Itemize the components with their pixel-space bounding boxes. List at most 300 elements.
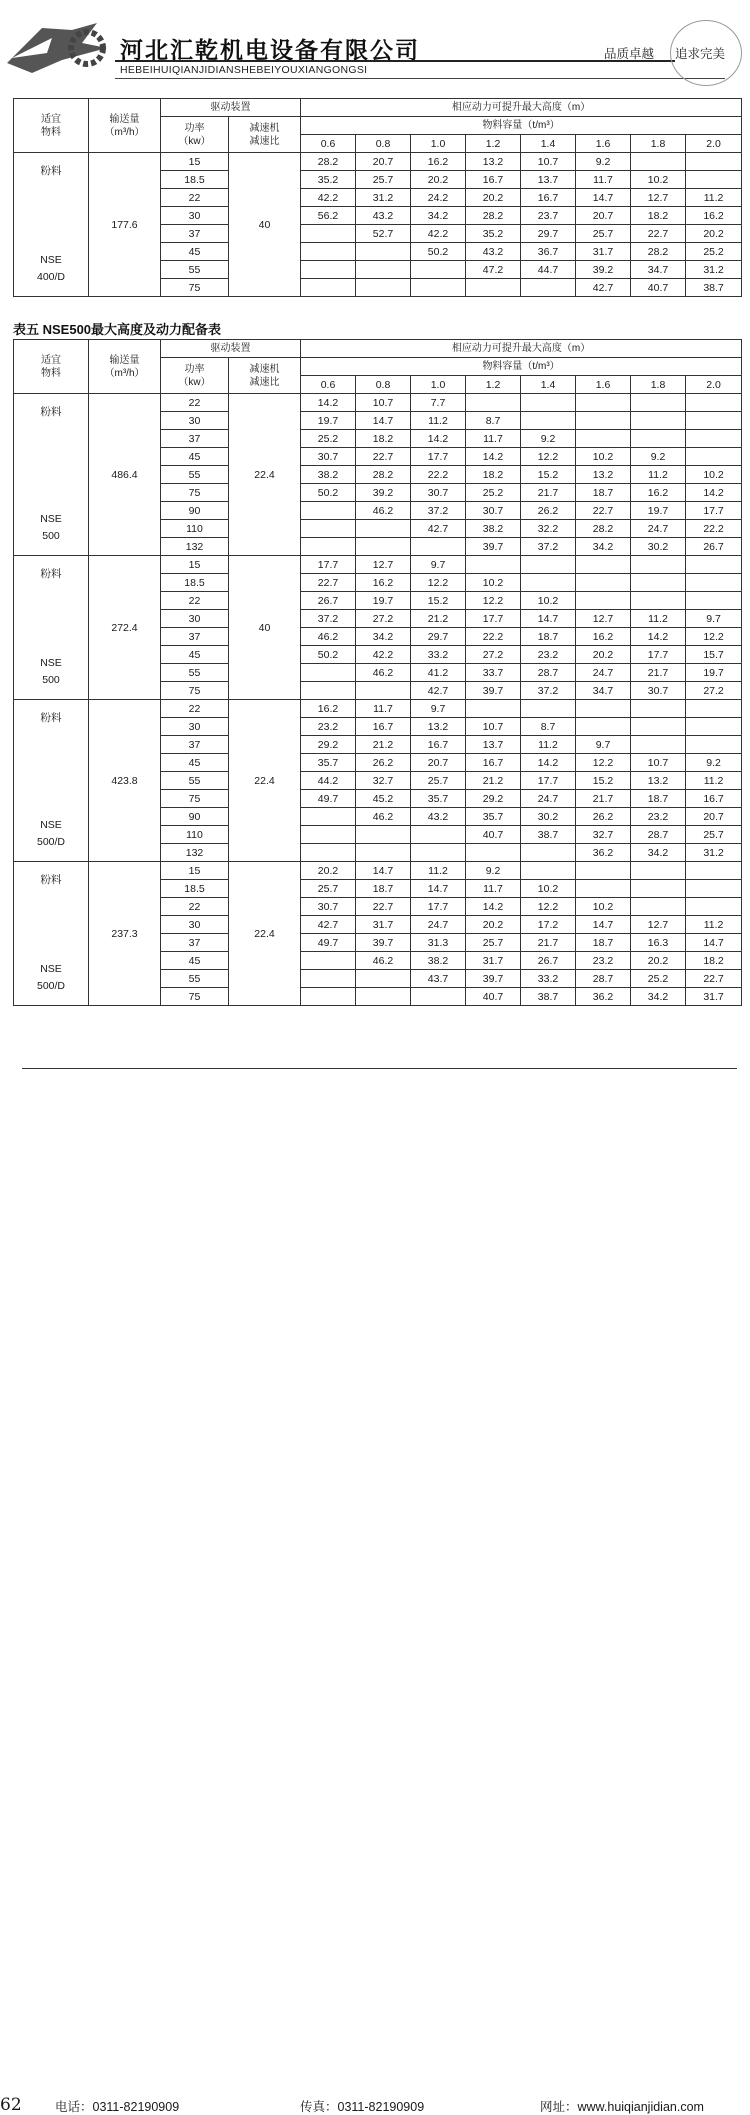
height-cell: 18.7 <box>576 484 631 502</box>
height-cell: 20.7 <box>411 754 466 772</box>
model-name <box>37 252 65 286</box>
height-cell <box>301 502 356 520</box>
height-cell <box>356 826 411 844</box>
height-cell: 22.7 <box>686 970 742 988</box>
height-cell: 11.2 <box>411 412 466 430</box>
power-cell: 110 <box>161 520 229 538</box>
gear-logo-icon <box>2 18 112 78</box>
height-cell: 12.2 <box>411 574 466 592</box>
height-cell <box>686 574 742 592</box>
table-row <box>14 700 742 718</box>
height-cell: 28.2 <box>466 207 521 225</box>
height-cell: 13.7 <box>466 736 521 754</box>
height-cell <box>301 970 356 988</box>
height-cell: 46.2 <box>356 808 411 826</box>
height-cell <box>411 261 466 279</box>
height-cell: 12.7 <box>576 610 631 628</box>
height-header: 相应动力可提升最大高度（m） <box>301 99 742 117</box>
power-cell: 45 <box>161 754 229 772</box>
height-cell: 25.2 <box>466 484 521 502</box>
table5-caption: 表五 NSE500最大高度及动力配备表 <box>13 322 222 337</box>
height-cell: 9.2 <box>631 448 686 466</box>
power-cell: 90 <box>161 502 229 520</box>
density-value: 1.4 <box>521 376 576 394</box>
height-cell: 40.7 <box>466 988 521 1006</box>
slogan-left: 品质卓越 <box>604 47 655 61</box>
material-header-line: 适宜 <box>41 113 61 125</box>
table-row <box>14 556 742 574</box>
height-cell: 15.2 <box>411 592 466 610</box>
density-value: 1.6 <box>576 376 631 394</box>
height-cell <box>301 225 356 243</box>
density-value: 0.8 <box>356 376 411 394</box>
height-cell <box>356 243 411 261</box>
model-name <box>40 655 62 689</box>
material-header-line: 物料 <box>41 367 61 379</box>
height-cell: 16.2 <box>686 207 742 225</box>
height-cell: 19.7 <box>686 664 742 682</box>
height-cell <box>631 556 686 574</box>
height-cell: 46.2 <box>301 628 356 646</box>
height-cell: 14.7 <box>686 934 742 952</box>
power-cell: 37 <box>161 225 229 243</box>
power-cell: 132 <box>161 844 229 862</box>
power-cell: 37 <box>161 430 229 448</box>
height-cell <box>631 862 686 880</box>
height-cell <box>356 520 411 538</box>
height-cell <box>521 394 576 412</box>
height-cell: 32.2 <box>521 520 576 538</box>
height-cell: 16.7 <box>411 736 466 754</box>
height-cell: 33.2 <box>521 970 576 988</box>
height-cell <box>631 718 686 736</box>
height-cell: 10.2 <box>686 466 742 484</box>
power-cell: 15 <box>161 862 229 880</box>
height-cell: 14.2 <box>466 448 521 466</box>
height-cell: 13.2 <box>411 718 466 736</box>
height-cell: 10.2 <box>521 880 576 898</box>
page-number: 62 <box>0 2095 22 2115</box>
height-cell: 50.2 <box>301 484 356 502</box>
height-cell: 32.7 <box>576 826 631 844</box>
power-cell: 37 <box>161 934 229 952</box>
power-cell: 22 <box>161 394 229 412</box>
height-cell: 26.2 <box>356 754 411 772</box>
height-cell: 31.7 <box>356 916 411 934</box>
height-cell: 25.7 <box>466 934 521 952</box>
height-cell <box>686 448 742 466</box>
height-cell: 17.7 <box>686 502 742 520</box>
height-cell: 11.2 <box>631 466 686 484</box>
reducer-header-line: 减速比 <box>249 135 280 147</box>
model-line: 500 <box>42 673 60 686</box>
page-header <box>0 0 750 95</box>
height-cell: 26.7 <box>686 538 742 556</box>
power-cell: 75 <box>161 790 229 808</box>
ratio-cell: 22.4 <box>229 700 301 862</box>
height-cell: 38.7 <box>521 988 576 1006</box>
height-cell <box>631 700 686 718</box>
height-cell: 15.2 <box>576 772 631 790</box>
throughput-cell: 423.8 <box>89 700 161 862</box>
height-cell <box>521 556 576 574</box>
height-cell: 14.2 <box>466 898 521 916</box>
power-cell: 30 <box>161 916 229 934</box>
height-cell: 42.7 <box>411 682 466 700</box>
height-cell: 25.7 <box>301 880 356 898</box>
height-cell <box>466 394 521 412</box>
model-line: NSE <box>40 962 62 975</box>
height-cell: 42.2 <box>356 646 411 664</box>
model-line: 500/D <box>36 835 66 848</box>
height-cell: 10.2 <box>521 592 576 610</box>
height-cell <box>301 844 356 862</box>
height-cell: 11.2 <box>686 916 742 934</box>
power-cell: 75 <box>161 988 229 1006</box>
height-cell <box>301 808 356 826</box>
height-cell: 10.7 <box>356 394 411 412</box>
height-cell: 12.7 <box>631 916 686 934</box>
height-cell <box>631 736 686 754</box>
nse500-spec-table <box>13 339 742 1006</box>
power-cell: 45 <box>161 646 229 664</box>
height-cell: 43.2 <box>411 808 466 826</box>
height-cell <box>631 412 686 430</box>
height-cell: 21.7 <box>631 664 686 682</box>
height-cell: 14.2 <box>686 484 742 502</box>
height-cell: 14.2 <box>411 430 466 448</box>
height-cell: 33.2 <box>411 646 466 664</box>
height-cell: 27.2 <box>686 682 742 700</box>
height-cell <box>686 862 742 880</box>
height-cell: 31.3 <box>411 934 466 952</box>
height-cell: 37.2 <box>301 610 356 628</box>
height-cell: 17.7 <box>411 448 466 466</box>
power-cell: 15 <box>161 153 229 171</box>
height-cell: 16.7 <box>356 718 411 736</box>
ratio-cell: 22.4 <box>229 394 301 556</box>
power-cell: 37 <box>161 736 229 754</box>
height-cell: 37.2 <box>521 682 576 700</box>
height-cell: 18.2 <box>356 430 411 448</box>
height-cell <box>576 394 631 412</box>
density-value: 1.0 <box>411 376 466 394</box>
height-cell <box>631 394 686 412</box>
height-cell <box>631 898 686 916</box>
height-cell: 35.2 <box>466 225 521 243</box>
height-cell <box>576 700 631 718</box>
height-cell: 20.7 <box>356 153 411 171</box>
height-cell: 34.7 <box>576 682 631 700</box>
height-cell <box>521 574 576 592</box>
height-cell <box>411 844 466 862</box>
height-cell: 25.2 <box>686 243 742 261</box>
power-cell: 30 <box>161 610 229 628</box>
height-cell: 22.7 <box>301 574 356 592</box>
density-value: 2.0 <box>686 376 742 394</box>
height-cell: 20.2 <box>631 952 686 970</box>
height-cell: 28.7 <box>631 826 686 844</box>
height-cell: 20.2 <box>466 189 521 207</box>
power-cell: 30 <box>161 412 229 430</box>
height-cell: 28.2 <box>356 466 411 484</box>
ratio-cell: 40 <box>229 153 301 297</box>
height-cell: 28.7 <box>521 664 576 682</box>
reducer-header-line: 减速比 <box>249 376 280 388</box>
height-cell: 35.7 <box>411 790 466 808</box>
height-cell: 16.2 <box>301 700 356 718</box>
height-cell <box>411 826 466 844</box>
height-cell <box>466 844 521 862</box>
height-cell: 13.2 <box>576 466 631 484</box>
material-stack <box>14 556 88 698</box>
power-cell: 45 <box>161 448 229 466</box>
throughput-header-line: （m³/h） <box>104 126 145 138</box>
height-cell <box>631 153 686 171</box>
height-cell: 34.2 <box>576 538 631 556</box>
height-cell: 19.7 <box>356 592 411 610</box>
height-cell <box>466 700 521 718</box>
height-cell: 10.2 <box>466 574 521 592</box>
reducer-header <box>229 117 301 153</box>
reducer-header-line: 减速机 <box>249 363 280 375</box>
height-cell: 20.7 <box>576 207 631 225</box>
model-line: NSE <box>40 656 62 669</box>
height-cell: 9.2 <box>686 754 742 772</box>
throughput-cell: 272.4 <box>89 556 161 700</box>
height-cell: 42.7 <box>576 279 631 297</box>
height-cell: 14.7 <box>411 880 466 898</box>
height-cell: 22.7 <box>631 225 686 243</box>
height-cell: 9.7 <box>411 700 466 718</box>
height-cell <box>686 592 742 610</box>
throughput-cell: 486.4 <box>89 394 161 556</box>
height-cell: 9.2 <box>521 430 576 448</box>
height-cell: 16.3 <box>631 934 686 952</box>
power-cell: 15 <box>161 556 229 574</box>
height-cell: 20.2 <box>576 646 631 664</box>
drive-header: 驱动装置 <box>161 340 301 358</box>
height-cell: 14.2 <box>521 754 576 772</box>
height-cell: 44.7 <box>521 261 576 279</box>
height-cell: 18.7 <box>521 628 576 646</box>
height-cell: 18.7 <box>356 880 411 898</box>
height-cell <box>301 279 356 297</box>
height-header: 相应动力可提升最大高度（m） <box>301 340 742 358</box>
height-cell: 24.2 <box>411 189 466 207</box>
height-cell: 12.7 <box>631 189 686 207</box>
height-cell <box>356 538 411 556</box>
height-cell: 28.2 <box>576 520 631 538</box>
height-cell <box>356 970 411 988</box>
height-cell <box>466 279 521 297</box>
height-cell: 33.7 <box>466 664 521 682</box>
model-line: 400/D <box>36 270 66 283</box>
height-cell: 37.2 <box>521 538 576 556</box>
company-name-cn: 河北汇乾机电设备有限公司 <box>120 37 420 63</box>
height-cell: 22.7 <box>356 898 411 916</box>
material-stack <box>14 394 88 554</box>
height-cell: 21.7 <box>521 484 576 502</box>
height-cell: 35.7 <box>301 754 356 772</box>
height-cell <box>356 682 411 700</box>
height-cell: 10.7 <box>631 754 686 772</box>
height-cell: 30.7 <box>466 502 521 520</box>
nse400d-spec-table <box>13 98 742 297</box>
height-cell: 12.2 <box>466 592 521 610</box>
height-cell: 28.2 <box>631 243 686 261</box>
height-cell <box>686 556 742 574</box>
model-line: NSE <box>40 253 62 266</box>
height-cell <box>411 279 466 297</box>
height-cell <box>631 880 686 898</box>
height-cell: 17.7 <box>631 646 686 664</box>
height-cell: 25.2 <box>301 430 356 448</box>
height-cell: 12.2 <box>521 448 576 466</box>
height-cell: 30.7 <box>411 484 466 502</box>
throughput-header <box>89 99 161 153</box>
drive-header: 驱动装置 <box>161 99 301 117</box>
height-cell: 31.7 <box>686 988 742 1006</box>
height-cell: 11.7 <box>466 430 521 448</box>
height-cell: 17.7 <box>466 610 521 628</box>
height-cell <box>301 952 356 970</box>
height-cell: 19.7 <box>301 412 356 430</box>
material-header <box>14 340 89 394</box>
height-cell: 16.7 <box>466 754 521 772</box>
model-line: NSE <box>40 512 62 525</box>
density-value: 0.6 <box>301 376 356 394</box>
table-row <box>14 862 742 880</box>
height-cell: 34.7 <box>631 261 686 279</box>
height-cell: 11.7 <box>576 171 631 189</box>
height-cell <box>301 261 356 279</box>
height-cell: 11.2 <box>631 610 686 628</box>
power-header-line: 功率 <box>184 363 205 375</box>
height-cell: 10.7 <box>521 153 576 171</box>
material-header-line: 物料 <box>41 126 61 138</box>
ratio-cell: 22.4 <box>229 862 301 1006</box>
height-cell <box>686 736 742 754</box>
model-name <box>37 817 65 851</box>
height-cell: 10.7 <box>466 718 521 736</box>
height-cell: 25.7 <box>356 171 411 189</box>
height-cell: 10.2 <box>576 448 631 466</box>
height-cell: 13.7 <box>521 171 576 189</box>
height-cell: 12.7 <box>356 556 411 574</box>
density-header: 物料容量（t/m³） <box>301 358 742 376</box>
density-value: 1.4 <box>521 135 576 153</box>
height-cell: 52.7 <box>356 225 411 243</box>
height-cell: 23.2 <box>521 646 576 664</box>
height-cell: 29.2 <box>466 790 521 808</box>
height-cell: 32.7 <box>356 772 411 790</box>
height-cell: 50.2 <box>411 243 466 261</box>
height-cell <box>686 394 742 412</box>
power-cell: 90 <box>161 808 229 826</box>
height-cell <box>466 556 521 574</box>
height-cell: 38.7 <box>521 826 576 844</box>
model-line: 500 <box>42 529 60 542</box>
height-cell: 26.7 <box>521 952 576 970</box>
model-line: NSE <box>40 818 62 831</box>
power-cell: 75 <box>161 484 229 502</box>
height-cell: 22.2 <box>466 628 521 646</box>
height-cell <box>301 682 356 700</box>
power-cell: 30 <box>161 207 229 225</box>
material-name: 粉料 <box>40 874 62 887</box>
height-cell: 18.7 <box>631 790 686 808</box>
height-cell: 16.2 <box>411 153 466 171</box>
height-cell: 19.7 <box>631 502 686 520</box>
height-cell <box>576 718 631 736</box>
height-cell: 29.7 <box>411 628 466 646</box>
throughput-header <box>89 340 161 394</box>
height-cell: 49.7 <box>301 934 356 952</box>
height-cell: 27.2 <box>356 610 411 628</box>
height-cell: 39.2 <box>356 484 411 502</box>
height-cell: 24.7 <box>631 520 686 538</box>
height-cell <box>301 538 356 556</box>
height-cell: 7.7 <box>411 394 466 412</box>
height-cell: 36.2 <box>576 988 631 1006</box>
height-cell: 20.7 <box>686 808 742 826</box>
density-value: 0.6 <box>301 135 356 153</box>
height-cell: 14.7 <box>576 189 631 207</box>
height-cell: 39.7 <box>356 934 411 952</box>
height-cell: 25.7 <box>576 225 631 243</box>
density-value: 0.8 <box>356 135 411 153</box>
power-cell: 55 <box>161 664 229 682</box>
height-cell: 30.7 <box>301 448 356 466</box>
model-name <box>37 961 65 995</box>
height-cell: 39.2 <box>576 261 631 279</box>
height-cell: 43.2 <box>356 207 411 225</box>
power-cell: 37 <box>161 628 229 646</box>
height-cell: 11.7 <box>356 700 411 718</box>
height-cell: 13.2 <box>466 153 521 171</box>
height-cell: 34.2 <box>631 988 686 1006</box>
throughput-header-line: （m³/h） <box>104 367 145 379</box>
height-cell: 24.7 <box>411 916 466 934</box>
material-header-line: 适宜 <box>41 354 61 366</box>
company-name-en: HEBEIHUIQIANJIDIANSHEBEIYOUXIANGONGSI <box>120 64 368 76</box>
power-cell: 22 <box>161 898 229 916</box>
power-header-line: 功率 <box>184 122 205 134</box>
height-cell: 35.2 <box>301 171 356 189</box>
density-value: 1.8 <box>631 376 686 394</box>
footer-phone: 电话：0311-82190909 <box>55 2100 180 2114</box>
height-cell: 42.7 <box>411 520 466 538</box>
height-cell: 22.2 <box>686 520 742 538</box>
height-cell: 35.7 <box>466 808 521 826</box>
density-value: 1.6 <box>576 135 631 153</box>
material-cell <box>14 394 89 556</box>
height-cell: 43.2 <box>466 243 521 261</box>
height-cell: 21.7 <box>576 790 631 808</box>
height-cell: 29.7 <box>521 225 576 243</box>
material-name: 粉料 <box>40 165 62 178</box>
reducer-header-line: 减速机 <box>249 122 280 134</box>
height-cell: 34.2 <box>631 844 686 862</box>
height-cell: 23.2 <box>301 718 356 736</box>
height-cell: 24.7 <box>521 790 576 808</box>
height-cell: 9.2 <box>576 153 631 171</box>
height-cell <box>301 664 356 682</box>
height-cell: 18.2 <box>631 207 686 225</box>
height-cell: 31.2 <box>356 189 411 207</box>
height-cell: 16.2 <box>356 574 411 592</box>
